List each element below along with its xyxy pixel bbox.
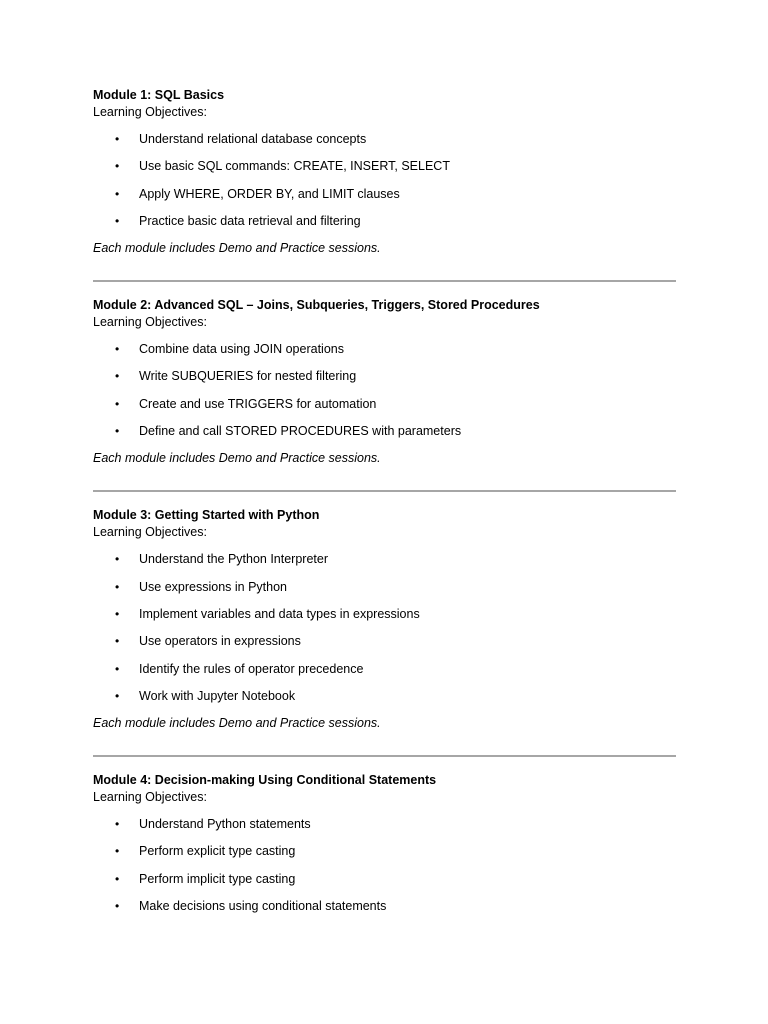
bullet-icon: • — [115, 424, 120, 439]
list-item — [93, 688, 675, 705]
list-item — [93, 898, 675, 915]
bullet-icon: • — [115, 844, 120, 859]
objective-text: Use basic SQL commands: CREATE, INSERT, SELECT — [139, 159, 450, 174]
bullet-icon: • — [115, 661, 120, 676]
objectives-label: Learning Objectives: — [93, 525, 207, 540]
list-item — [93, 606, 675, 623]
bullet-icon: • — [115, 369, 120, 384]
module-3-section — [93, 507, 675, 732]
objective-text: Work with Jupyter Notebook — [139, 688, 296, 703]
objectives-list — [93, 341, 675, 440]
objective-text: Use operators in expressions — [139, 634, 301, 649]
bullet-icon: • — [115, 606, 120, 621]
list-item — [93, 551, 675, 568]
module-note: Each module includes Demo and Practice sessions. — [93, 241, 381, 256]
module-note: Each module includes Demo and Practice sessions. — [93, 451, 381, 466]
objectives-list — [93, 131, 675, 230]
objectives-label: Learning Objectives: — [93, 105, 207, 119]
bullet-icon: • — [115, 159, 120, 174]
bullet-icon: • — [115, 817, 120, 832]
bullet-icon: • — [115, 342, 120, 357]
section-divider — [93, 280, 676, 282]
bullet-icon: • — [115, 396, 120, 411]
objective-text: Practice basic data retrieval and filtering — [139, 213, 361, 228]
list-item — [93, 423, 675, 440]
objective-text: Understand the Python Interpreter — [139, 552, 329, 567]
list-item — [93, 368, 675, 385]
module-title: Module 1: SQL Basics — [93, 88, 225, 102]
objective-text: Apply WHERE, ORDER BY, and LIMIT clauses — [139, 186, 400, 201]
module-note: Each module includes Demo and Practice sessions. — [93, 716, 381, 731]
module-2-section — [93, 297, 675, 467]
module-title: Module 3: Getting Started with Python — [93, 508, 320, 523]
list-item — [93, 158, 675, 175]
module-1-section — [93, 87, 675, 257]
list-item — [93, 579, 675, 596]
module-title: Module 4: Decision-making Using Conditional Statements — [93, 773, 437, 788]
objective-text: Use expressions in Python — [139, 579, 287, 594]
module-title: Module 2: Advanced SQL – Joins, Subqueries, Triggers, Stored Procedures — [93, 298, 540, 313]
list-item — [93, 661, 675, 678]
objectives-list — [93, 816, 675, 915]
list-item — [93, 213, 675, 230]
objective-text: Understand Python statements — [139, 817, 311, 832]
objective-text: Identify the rules of operator precedence — [139, 661, 364, 676]
objective-text: Implement variables and data types in expressions — [139, 606, 420, 621]
objective-text: Combine data using JOIN operations — [139, 342, 344, 357]
list-item — [93, 131, 675, 148]
objectives-label: Learning Objectives: — [93, 790, 207, 805]
section-divider — [93, 755, 676, 757]
objective-text: Create and use TRIGGERS for automation — [139, 396, 377, 411]
bullet-icon: • — [115, 579, 120, 594]
objectives-list — [93, 551, 675, 704]
objective-text: Understand relational database concepts — [139, 132, 367, 146]
bullet-icon: • — [115, 552, 120, 567]
list-item — [93, 186, 675, 203]
bullet-icon: • — [115, 899, 120, 914]
objective-text: Define and call STORED PROCEDURES with parameters — [139, 424, 462, 439]
list-item — [93, 341, 675, 358]
list-item — [93, 816, 675, 833]
objective-text: Make decisions using conditional statements — [139, 899, 387, 914]
objective-text: Write SUBQUERIES for nested filtering — [139, 369, 357, 384]
bullet-icon: • — [115, 688, 120, 703]
objective-text: Perform implicit type casting — [139, 871, 296, 886]
bullet-icon: • — [115, 871, 120, 886]
list-item — [93, 396, 675, 413]
bullet-icon: • — [115, 213, 120, 228]
bullet-icon: • — [115, 634, 120, 649]
module-4-section — [93, 772, 675, 915]
bullet-icon: • — [115, 186, 120, 201]
bullet-icon: • — [115, 132, 120, 146]
objectives-label: Learning Objectives: — [93, 315, 207, 330]
objective-text: Perform explicit type casting — [139, 844, 296, 859]
list-item — [93, 871, 675, 888]
section-divider — [93, 490, 676, 492]
list-item — [93, 633, 675, 650]
list-item — [93, 843, 675, 860]
